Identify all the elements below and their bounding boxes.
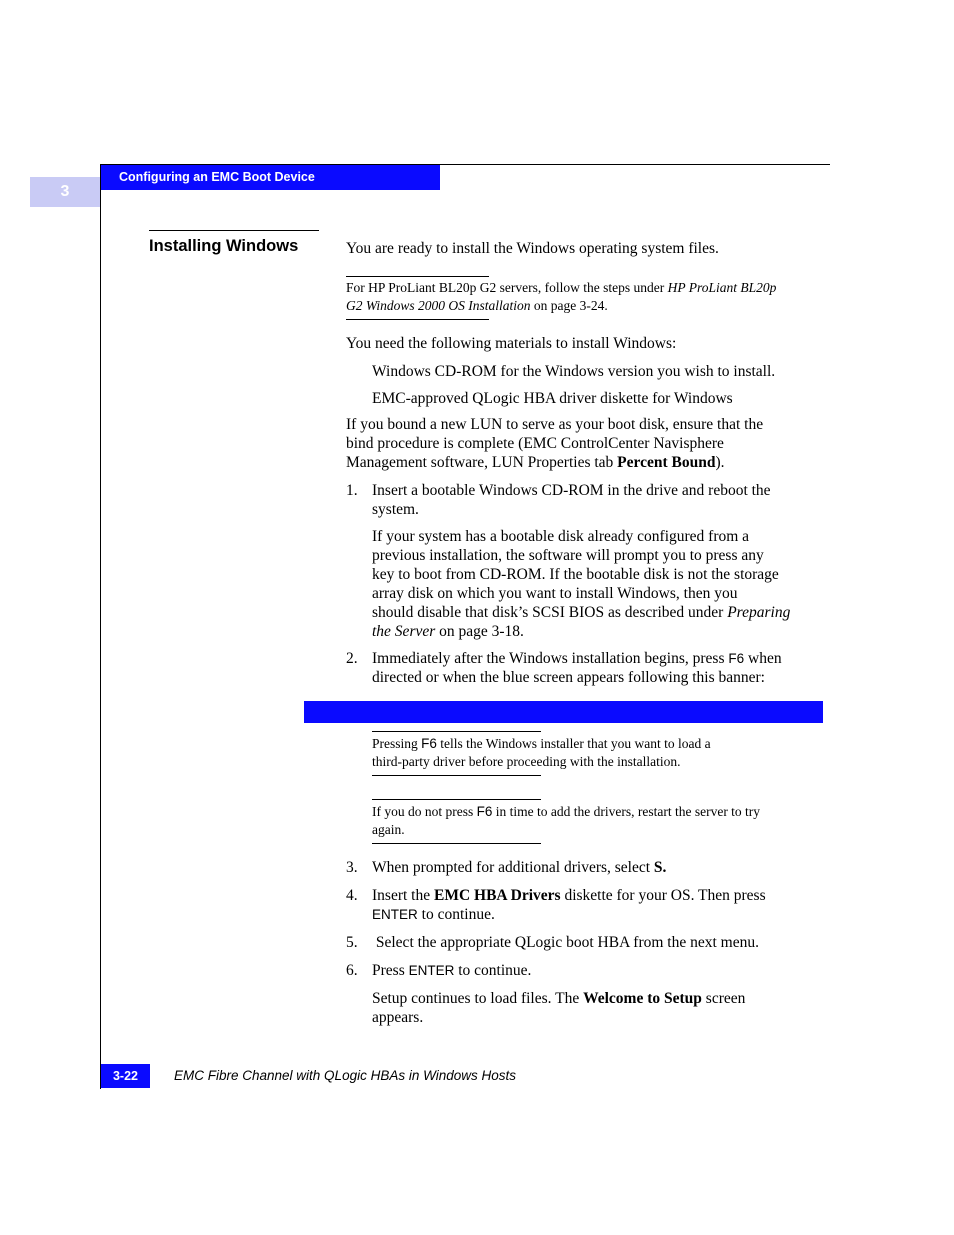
step-2-line-2: directed or when the blue screen appears following this banner: (372, 669, 765, 686)
step-1-text (372, 481, 832, 519)
step-4-line-2: to continue. (417, 906, 495, 923)
step-1-detail-line-5: should disable that disk’s SCSI BIOS as described under (372, 604, 728, 621)
step-2-key-f6: F6 (728, 651, 745, 666)
step-4-emc-hba-drivers: EMC HBA Drivers (433, 887, 561, 904)
step-1-detail-line-2: previous installation, the software will prompt you to press any (372, 547, 764, 564)
page-margin-rule (100, 164, 101, 1089)
step-2-number: 2. (346, 650, 358, 667)
step-1-detail (372, 527, 832, 641)
step-6-text (372, 961, 531, 980)
step-6-suffix: to continue. (454, 962, 532, 979)
step-1-ref-suffix: on page 3-18. (435, 623, 524, 640)
note3-key-f6: F6 (476, 804, 493, 819)
step-6-prefix: Press (372, 962, 409, 979)
chapter-title: Configuring an EMC Boot Device (119, 170, 315, 184)
step-6-result-prefix: Setup continues to load files. The (372, 990, 584, 1007)
step-2-line-1-end: when (744, 650, 782, 667)
step-1-detail-line-1: If your system has a bootable disk already configured from a (372, 528, 750, 545)
step-3-number: 3. (346, 859, 358, 876)
note2-top-rule (372, 731, 541, 732)
materials-intro: You need the following materials to install Windows: (346, 335, 677, 352)
note1-prefix: For HP ProLiant BL20p G2 servers, follow the steps under (346, 280, 668, 295)
step-1-number: 1. (346, 482, 358, 499)
step-2-text (372, 649, 832, 687)
lun-line-2: bind procedure is complete (EMC ControlCenter Navisphere (346, 435, 724, 452)
step-1-ref-part1: Preparing (727, 604, 791, 621)
note1-bottom-rule (346, 319, 489, 320)
step-5-number: 5. (346, 934, 358, 951)
note2-prefix: Pressing (372, 736, 422, 751)
lun-line-3-end: ). (715, 454, 725, 471)
step-5-text: Select the appropriate QLogic boot HBA from the next menu. (372, 934, 759, 951)
note1-link-part1: HP ProLiant BL20p (667, 280, 777, 295)
note3-line-2: again. (372, 821, 405, 837)
step-2-line-1: Immediately after the Windows installation begins, press (372, 650, 729, 667)
step-1-detail-line-3: key to boot from CD-ROM. If the bootable disk is not the storage (372, 566, 779, 583)
intro-paragraph: You are ready to install the Windows operating system files. (346, 240, 719, 257)
step-6-key-enter: ENTER (408, 963, 455, 978)
setup-banner (304, 701, 823, 723)
note2-key-f6: F6 (421, 736, 437, 751)
note3-suffix: in time to add the drivers, restart the server to try (492, 804, 761, 819)
lun-percent-bound: Percent Bound (617, 454, 716, 471)
chapter-number: 3 (60, 183, 70, 200)
step-3-text (372, 858, 666, 877)
note1-link-part2: G2 Windows 2000 OS Installation (346, 297, 531, 313)
note3-prefix: If you do not press (372, 804, 477, 819)
note2-line-2: third-party driver before proceeding with the installation. (372, 753, 681, 769)
note3-top-rule (372, 799, 541, 800)
section-rule (149, 230, 319, 231)
step-6-result-suffix: screen (701, 990, 746, 1007)
footer-title: EMC Fibre Channel with QLogic HBAs in Windows Hosts (174, 1068, 517, 1083)
step-4-prefix: Insert the (372, 887, 434, 904)
step-1-detail-line-4: array disk on which you want to install Windows, then you (372, 585, 738, 602)
step-6-welcome-to-setup: Welcome to Setup (583, 990, 702, 1007)
step-1-line-2: system. (372, 501, 419, 518)
step-3-select-s: S. (653, 859, 667, 876)
note2-suffix: tells the Windows installer that you want to load a (436, 736, 711, 751)
step-6-result (372, 989, 832, 1027)
step-1-ref-part2: the Server (372, 623, 436, 640)
step-4-suffix: diskette for your OS. Then press (560, 887, 766, 904)
chapter-title-bar (101, 165, 440, 190)
note2-bottom-rule (372, 775, 541, 776)
page-number: 3-22 (101, 1064, 150, 1088)
chapter-number-tab (30, 177, 100, 207)
note3 (372, 803, 832, 838)
section-title: Installing Windows (149, 237, 299, 255)
step-4-number: 4. (346, 887, 358, 904)
lun-line-1: If you bound a new LUN to serve as your boot disk, ensure that the (346, 416, 764, 433)
materials-item-2: EMC-approved QLogic HBA driver diskette for Windows (372, 390, 733, 407)
note1-suffix: on page 3-24. (530, 297, 608, 313)
step-1-line-1: Insert a bootable Windows CD-ROM in the drive and reboot the (372, 482, 771, 499)
step-6-number: 6. (346, 962, 358, 979)
note3-bottom-rule (372, 843, 541, 844)
step-3-prefix: When prompted for additional drivers, select (372, 859, 654, 876)
step-6-result-line-2: appears. (372, 1009, 424, 1026)
step-4-key-enter: ENTER (372, 907, 418, 922)
step-4-text (372, 886, 832, 924)
materials-item-1: Windows CD-ROM for the Windows version you wish to install. (372, 363, 776, 380)
lun-paragraph (346, 415, 826, 472)
lun-line-3: Management software, LUN Properties tab (346, 454, 618, 471)
note1-top-rule (346, 276, 489, 277)
note1 (346, 279, 826, 314)
note2 (372, 735, 832, 770)
